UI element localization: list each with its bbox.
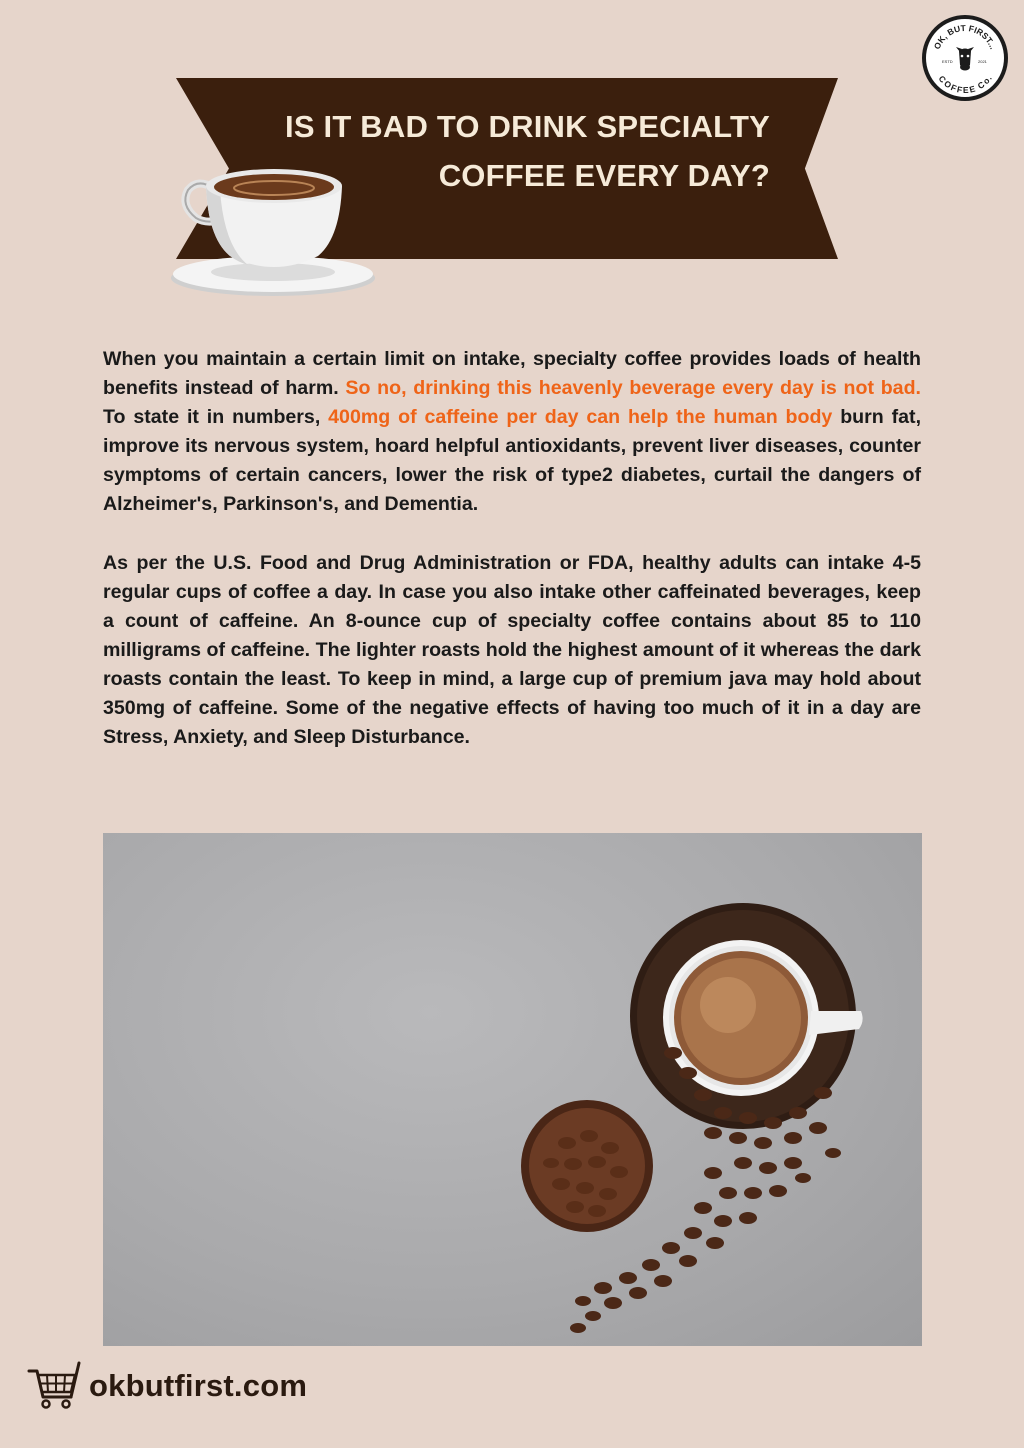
p1-text-3: burn fat, improve its nervous system, hoard helpful antioxidants, prevent liver diseases, counter symptoms of certain cancers, lower the risk of type2 diabetes, curtail the dangers of Alzheimer's, Parkinson's, and Dementia. <box>103 406 922 515</box>
logo-year: 2021 <box>978 59 987 64</box>
paragraph-health-benefits <box>103 345 921 519</box>
page-title-line1: IS IT BAD TO DRINK SPECIALTY <box>285 109 770 144</box>
shopping-cart-icon <box>27 1359 81 1413</box>
p1-text-1: When you maintain a certain limit on intake, specialty coffee provides loads of health benefits instead of harm. <box>103 348 921 399</box>
website-link[interactable]: okbutfirst.com <box>89 1368 308 1403</box>
logo-estd: ESTD <box>942 59 953 64</box>
p1-text-2: To state it in numbers, <box>103 406 329 428</box>
p1-highlight-2: 400mg of caffeine per day can help the human body <box>328 406 833 428</box>
footer <box>27 1358 307 1414</box>
cow-badge-icon <box>926 19 1004 97</box>
coffee-beans-photo <box>103 833 922 1346</box>
logo-top-text: OK, BUT FIRST... <box>931 22 999 51</box>
p1-highlight-1: So no, drinking this heavenly beverage every day is not bad. <box>345 377 921 399</box>
paragraph-fda-guidance: As per the U.S. Food and Drug Administration or FDA, healthy adults can intake 4-5 regular cups of coffee a day. In case you also intake other caffeinated beverages, keep a count of caffeine. An 8-ounce cup of specialty coffee contains about 85 to 110 milligrams of caffeine. The lighter roasts hold the highest amount of it whereas the dark roasts contain the least. To keep in mind, a large cup of premium java may hold about 350mg of caffeine. Some of the negative effects of having too much of it in a day are Stress, Anxiety, and Sleep Disturbance. <box>103 552 921 748</box>
coffee-photo-illustration <box>103 833 922 1346</box>
coffee-cup-icon <box>168 160 383 300</box>
svg-text:COFFEE Co. <box>937 74 994 96</box>
logo-bottom-text: COFFEE Co. <box>936 73 994 96</box>
svg-text:OK, BUT FIRST... <box>932 23 999 51</box>
page-title-line2: COFFEE EVERY DAY? <box>438 158 770 193</box>
brand-logo <box>922 15 1008 101</box>
